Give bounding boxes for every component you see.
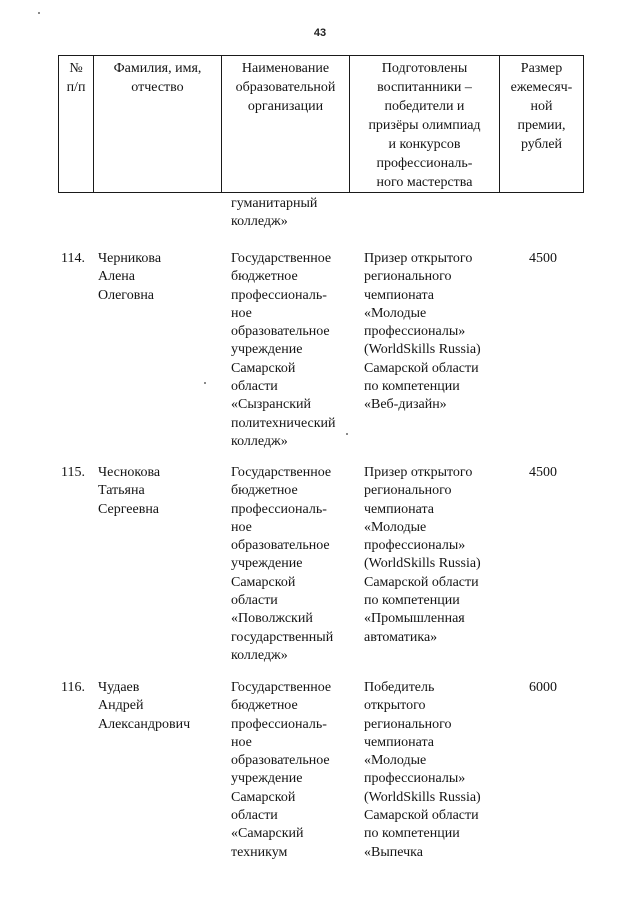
continuation-organization: гуманитарный колледж» [231,196,318,230]
header-organization-label: Наименование образовательной организации [235,61,336,114]
row-prepared: Призер открытого регионального чемпионата «Молодые профессионалы» (WorldSkills Russia) Самарской области по компетенции «Промышленная автоматика» [364,465,481,645]
header-name-label: Фамилия, имя, отчество [113,61,202,95]
row-organization: Государственное бюджетное профессиональ- ное образовательное учреждение Самарской области «Поволжский государственный колледж» [231,465,334,663]
header-premium [500,56,584,193]
row-num: 114. [61,251,85,266]
header-organization [222,56,350,193]
header-name [94,56,222,193]
row-num: 116. [61,680,85,695]
header-row [59,56,584,193]
scan-speck [346,433,348,435]
row-organization: Государственное бюджетное профессиональ- ное образовательное учреждение Самарской области «Сызранский политехнический колледж» [231,251,336,449]
header-premium-label: Размер ежемесяч- ной премии, рублей [510,61,573,152]
page-number: 43 [313,27,327,39]
scan-speck [204,382,206,384]
table-header [58,55,584,193]
row-name: Чеснокова Татьяна Сергеевна [98,465,161,517]
row-name: Чудаев Андрей Александрович [98,680,191,732]
header-num-label: № п/п [66,61,86,95]
row-premium: 6000 [529,680,557,695]
row-premium: 4500 [529,465,557,480]
row-name: Черникова Алена Олеговна [98,251,162,303]
row-prepared: Призер открытого регионального чемпионата «Молодые профессионалы» (WorldSkills Russia) Самарской области по компетенции «Веб-дизайн» [364,251,481,413]
header-num [59,56,94,193]
header-prepared-label: Подготовлены воспитанники – победители и призёры олимпиад и конкурсов профессиональ- ного мастерства [368,61,481,190]
row-organization: Государственное бюджетное профессиональ- ное образовательное учреждение Самарской области «Самарский техникум [231,680,332,860]
row-prepared: Победитель открытого регионального чемпионата «Молодые профессионалы» (WorldSkills Russia) Самарской области по компетенции «Выпечка [364,680,481,860]
row-num: 115. [61,465,85,480]
header-prepared [350,56,500,193]
row-premium: 4500 [529,251,557,266]
scan-speck [38,12,40,14]
